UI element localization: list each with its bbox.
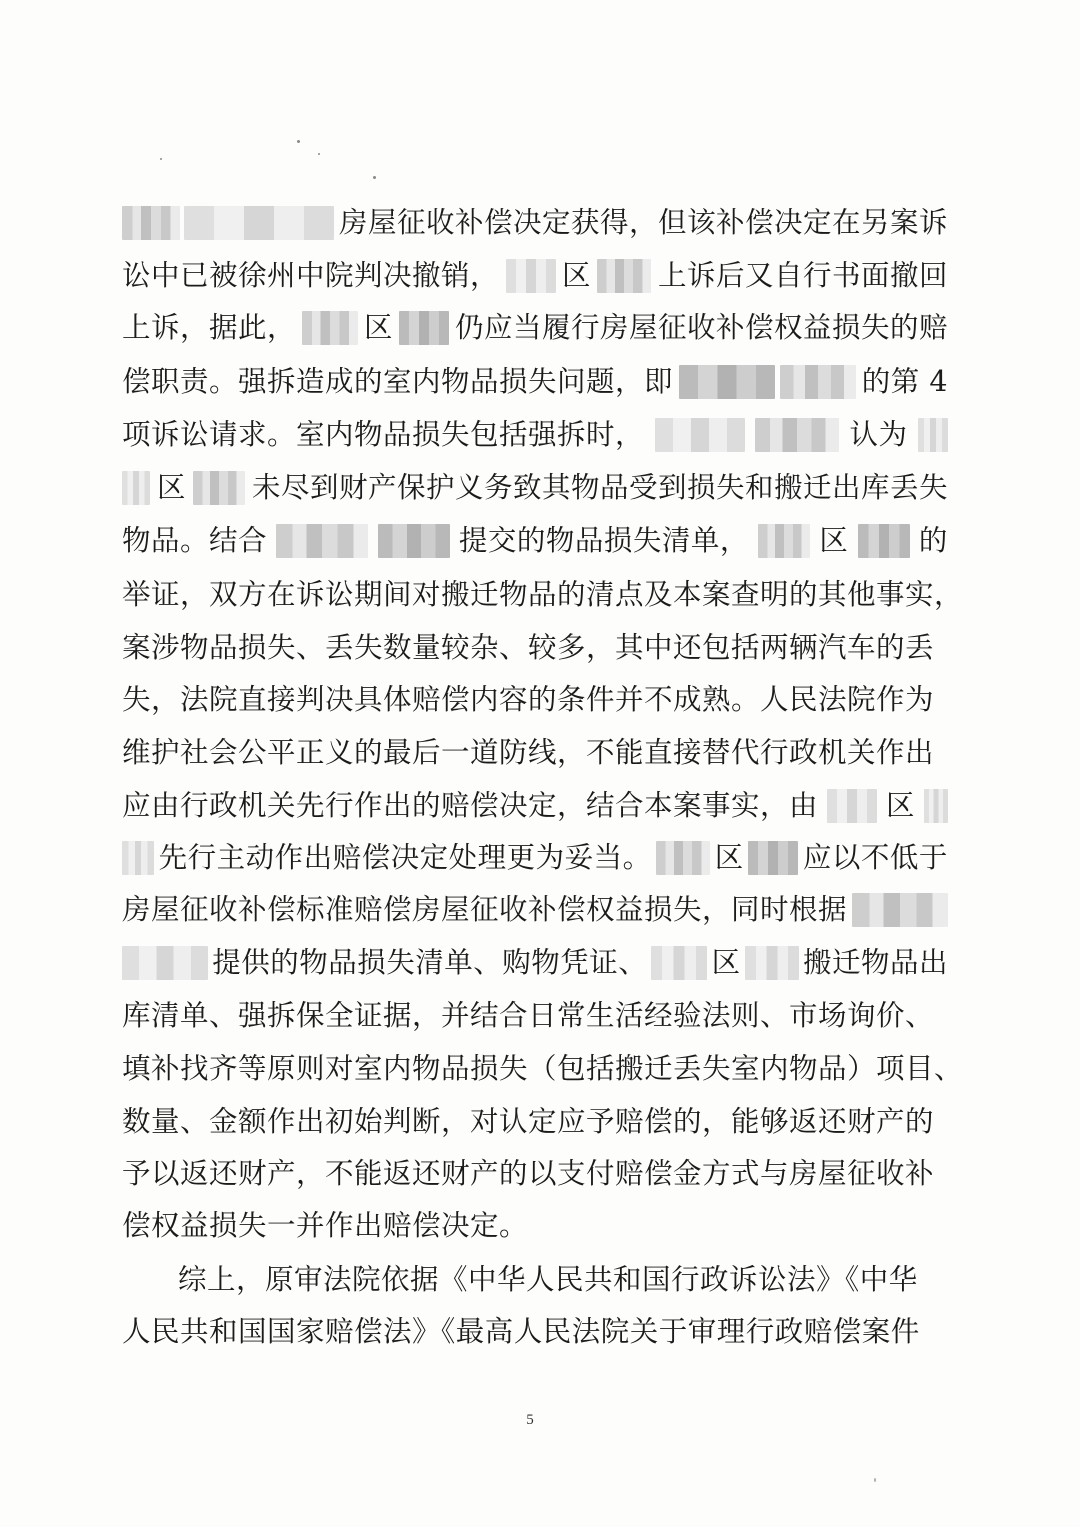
text-line-18 <box>122 1102 948 1142</box>
scan-speck <box>874 1478 876 1482</box>
redacted-text <box>745 946 799 980</box>
text-segment: 物品。结合 <box>122 524 268 557</box>
redacted-text <box>918 418 948 452</box>
text-segment: 上诉，据此， <box>122 311 297 344</box>
scan-speck <box>373 176 376 179</box>
text-line-9 <box>122 628 948 668</box>
text-line-10 <box>122 680 948 720</box>
text-segment: 人民共和国国家赔偿法》《最高人民法院关于审理行政赔偿案件 <box>122 1315 920 1348</box>
text-segment: 仍应当履行房屋征收补偿权益损失的赔 <box>454 311 948 344</box>
text-segment: 偿权益损失一并作出赔偿决定。 <box>122 1209 529 1242</box>
redacted-text <box>852 893 948 927</box>
text-segment: 上诉后又自行书面撤回 <box>657 259 948 292</box>
text-line-16 <box>122 996 948 1036</box>
text-line-21 <box>178 1260 948 1300</box>
text-segment: 予以返还财产，不能返还财产的以支付赔偿金方式与房屋征收补 <box>122 1157 935 1190</box>
text-line-3 <box>122 308 948 348</box>
text-line-15 <box>122 943 948 983</box>
redacted-text <box>656 841 710 875</box>
redacted-text <box>276 524 368 558</box>
text-line-8 <box>122 575 964 615</box>
text-segment: 应由行政机关先行作出的赔偿决定，结合本案事实，由 <box>122 789 819 822</box>
scan-speck <box>297 140 300 143</box>
text-line-20 <box>122 1206 948 1246</box>
text-line-14 <box>122 890 948 930</box>
redacted-text <box>378 524 450 558</box>
text-segment: 先行主动作出赔偿决定处理更为妥当。 <box>158 841 652 874</box>
scan-speck <box>318 153 320 155</box>
redacted-text <box>122 471 150 505</box>
text-segment: 认为 <box>849 418 908 451</box>
text-line-4 <box>122 362 948 402</box>
redacted-text <box>827 789 877 823</box>
redacted-text <box>122 206 180 240</box>
text-line-1 <box>122 203 948 243</box>
redacted-text <box>597 259 651 293</box>
text-line-7 <box>122 521 948 561</box>
redacted-text <box>651 946 707 980</box>
text-line-22 <box>122 1312 948 1352</box>
text-segment: 搬迁物品出 <box>802 946 948 979</box>
text-segment: 区 <box>714 841 744 874</box>
redacted-text <box>858 524 910 558</box>
redacted-text <box>122 841 154 875</box>
text-segment: 提交的物品损失清单， <box>458 524 749 557</box>
text-line-6 <box>122 468 948 508</box>
text-segment: 房屋征收补偿决定获得，但该补偿决定在另案诉 <box>338 206 948 239</box>
text-segment: 区 <box>711 946 741 979</box>
text-segment: 偿职责。强拆造成的室内物品损失问题，即 <box>122 365 674 398</box>
scan-speck <box>160 158 162 160</box>
text-line-19 <box>122 1154 948 1194</box>
redacted-text <box>780 365 856 399</box>
text-segment: 房屋征收补偿标准赔偿房屋征收补偿权益损失，同时根据 <box>122 893 848 926</box>
text-line-5 <box>122 415 948 455</box>
redacted-text <box>758 524 810 558</box>
text-segment: 库清单、强拆保全证据，并结合日常生活经验法则、市场询价、 <box>122 999 935 1032</box>
redacted-text <box>655 418 745 452</box>
text-line-2 <box>122 256 948 296</box>
text-line-13 <box>122 838 948 878</box>
redacted-text <box>122 946 208 980</box>
text-line-12 <box>122 786 948 826</box>
page-number: 5 <box>526 1412 534 1428</box>
text-segment: 提供的物品损失清单、购物凭证、 <box>212 946 648 979</box>
redacted-text <box>679 365 775 399</box>
text-segment: 失，法院直接判决具体赔偿内容的条件并不成熟。人民法院作为 <box>122 683 935 716</box>
text-segment: 维护社会公平正义的最后一道防线，不能直接替代行政机关作出 <box>122 736 935 769</box>
redacted-text <box>399 311 449 345</box>
text-segment: 项诉讼请求。室内物品损失包括强拆时， <box>122 418 645 451</box>
text-segment: 区 <box>363 311 393 344</box>
text-segment: 举证，双方在诉讼期间对搬迁物品的清点及本案查明的其他事实， <box>122 578 964 611</box>
text-segment: 区 <box>561 259 591 292</box>
text-segment: 未尽到财产保护义务致其物品受到损失和搬迁出库丢失 <box>251 471 948 504</box>
text-segment: 的第 4 <box>861 365 948 398</box>
text-segment: 案涉物品损失、丢失数量较杂、较多，其中还包括两辆汽车的丢 <box>122 631 935 664</box>
text-segment: 的 <box>918 524 948 557</box>
redacted-text <box>302 311 358 345</box>
text-segment: 讼中已被徐州中院判决撤销， <box>122 259 500 292</box>
redacted-text <box>506 259 556 293</box>
text-segment: 区 <box>885 789 915 822</box>
redacted-text <box>755 418 839 452</box>
text-line-17 <box>122 1049 964 1089</box>
text-segment: 综上，原审法院依据《中华人民共和国行政诉讼法》《中华 <box>178 1263 918 1296</box>
redacted-text <box>924 789 948 823</box>
text-segment: 填补找齐等原则对室内物品损失（包括搬迁丢失室内物品）项目、 <box>122 1052 964 1085</box>
text-segment: 区 <box>156 471 186 504</box>
text-segment: 数量、金额作出初始判断，对认定应予赔偿的，能够返还财产的 <box>122 1105 935 1138</box>
redacted-text <box>748 841 798 875</box>
redacted-text <box>184 206 334 240</box>
text-line-11 <box>122 733 948 773</box>
redacted-text <box>193 471 245 505</box>
text-segment: 区 <box>819 524 849 557</box>
text-segment: 应以不低于 <box>802 841 948 874</box>
